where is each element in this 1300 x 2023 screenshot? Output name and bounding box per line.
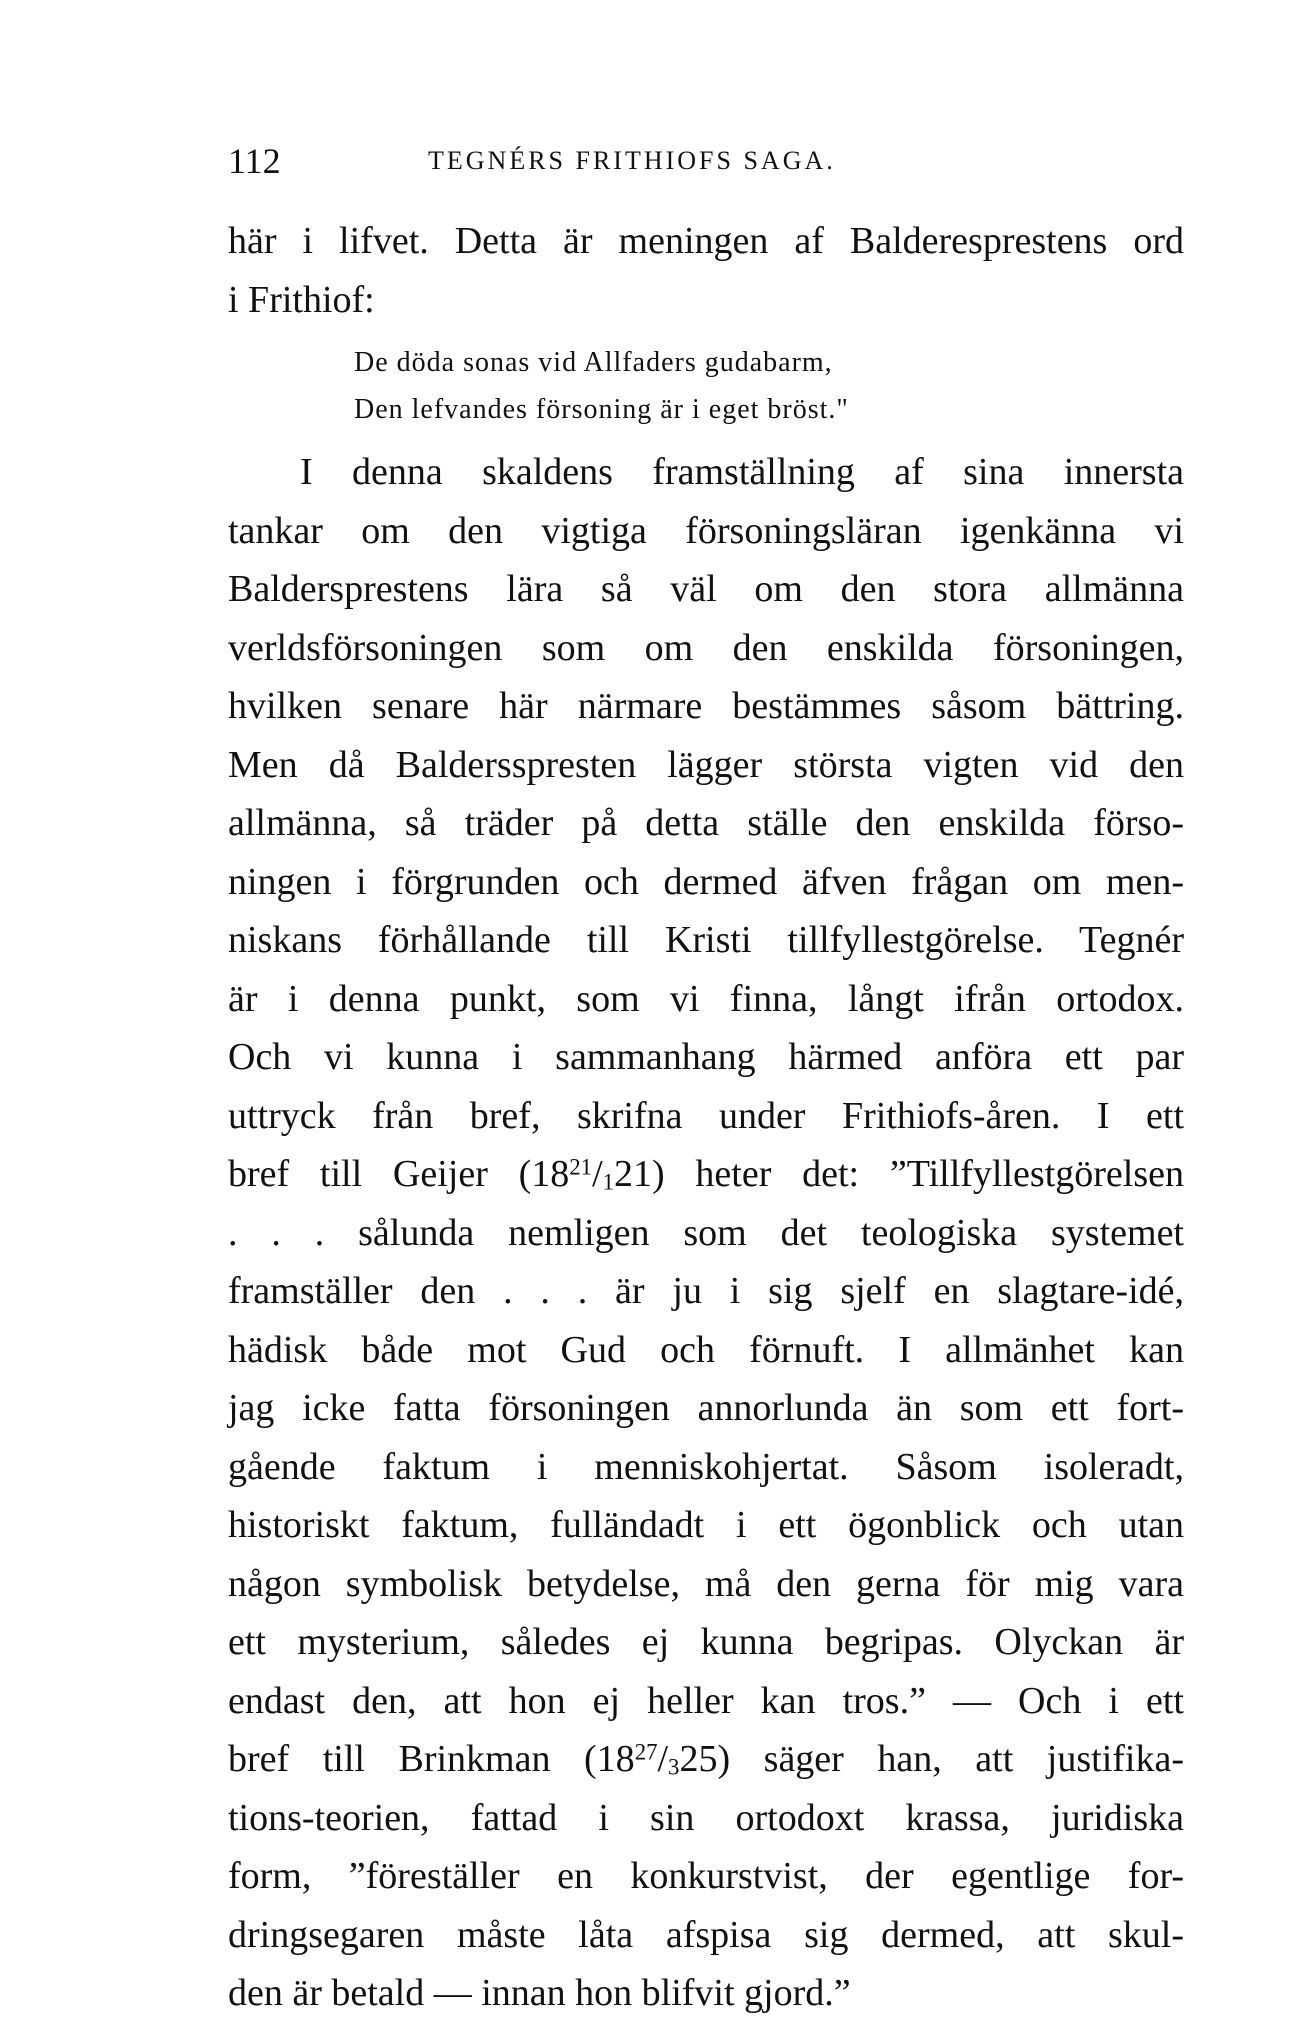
text-line: Och vi kunna i sammanhang härmed anföra ett par [228, 1036, 1184, 1078]
text-line: Men då Baldersspresten lägger största vigten vid den [228, 743, 1184, 786]
text-line: hädisk både mot Gud och förnuft. I allmänhet kan [228, 1328, 1184, 1371]
text-line: form, ”föreställer en konkurstvist, der egentlige for- [228, 1855, 1184, 1897]
text-line: historiskt faktum, fulländadt i ett ögonblick och utan [228, 1504, 1184, 1546]
date-superscript: 27 [634, 1739, 658, 1765]
text-line-geijer-date [228, 1145, 1184, 1204]
verse-quote-line: Den lefvandes försoning är i eget bröst." [354, 394, 849, 425]
text-line: jag icke fatta försoningen annorlunda än som ett fort- [228, 1387, 1184, 1429]
text-line: i Frithiof: [228, 278, 375, 321]
date-slash: / [657, 1738, 669, 1780]
text-line: någon symbolisk betydelse, må den gerna för mig vara [228, 1562, 1184, 1605]
text-line: tankar om den vigtiga försoningsläran igenkänna vi [228, 509, 1184, 552]
text-line: ningen i förgrunden och dermed äfven frågan om men- [228, 860, 1184, 903]
text-segment: bref till Geijer (18 [228, 1153, 570, 1195]
text-line: dringsegaren måste låta afspisa sig dermed, att skul- [228, 1913, 1184, 1956]
text-segment: bref till Brinkman (18 [228, 1738, 635, 1780]
date-superscript: 21 [569, 1154, 593, 1180]
text-line: hvilken senare här närmare bestämmes såsom bättring. [228, 685, 1184, 727]
text-line: här i lifvet. Detta är meningen af Balderesprestens ord [228, 220, 1184, 262]
text-line: ett mysterium, således ej kunna begripas. Olyckan är [228, 1621, 1184, 1663]
page-number: 112 [228, 141, 281, 181]
text-line: är i denna punkt, som vi finna, långt ifrån ortodox. [228, 977, 1184, 1020]
text-line: framställer den . . . är ju i sig sjelf en slagtare-idé, [228, 1270, 1184, 1312]
date-subscript: 1 [602, 1169, 615, 1195]
text-line: niskans förhållande till Kristi tillfyllestgörelse. Tegnér [228, 919, 1184, 961]
text-line: Baldersprestens lära så väl om den stora allmänna [228, 568, 1184, 610]
body-text [228, 212, 1184, 2023]
text-line: den är betald — innan hon blifvit gjord.” [228, 1972, 851, 2014]
date-subscript: 3 [668, 1754, 680, 1780]
paragraph-first-line: I denna skaldens framställning af sina innersta [300, 451, 1184, 493]
text-line: verldsförsoningen som om den enskilda försoningen, [228, 626, 1184, 669]
page-header [228, 140, 1108, 180]
text-line: uttryck från bref, skrifna under Frithiofs-åren. I ett [228, 1094, 1184, 1137]
text-line: . . . sålunda nemligen som det teologiska systemet [228, 1211, 1184, 1254]
text-line: allmänna, så träder på detta ställe den enskilda förso- [228, 802, 1184, 844]
text-line: endast den, att hon ej heller kan tros.” — Och i ett [228, 1679, 1184, 1722]
text-line-brinkman-date [228, 1730, 1184, 1789]
running-head: TEGNÉRS FRITHIOFS SAGA. [428, 146, 836, 175]
text-line: gående faktum i menniskohjertat. Såsom isoleradt, [228, 1445, 1184, 1488]
text-line: tions-teorien, fattad i sin ortodoxt krassa, juridiska [228, 1796, 1184, 1839]
text-segment: 25) säger han, att justifika- [679, 1738, 1185, 1780]
text-segment: 21) heter det: ”Tillfyllestgörelsen [614, 1153, 1184, 1195]
date-slash: / [592, 1153, 603, 1195]
verse-quote-line: De döda sonas vid Allfaders gudabarm, [354, 347, 833, 378]
